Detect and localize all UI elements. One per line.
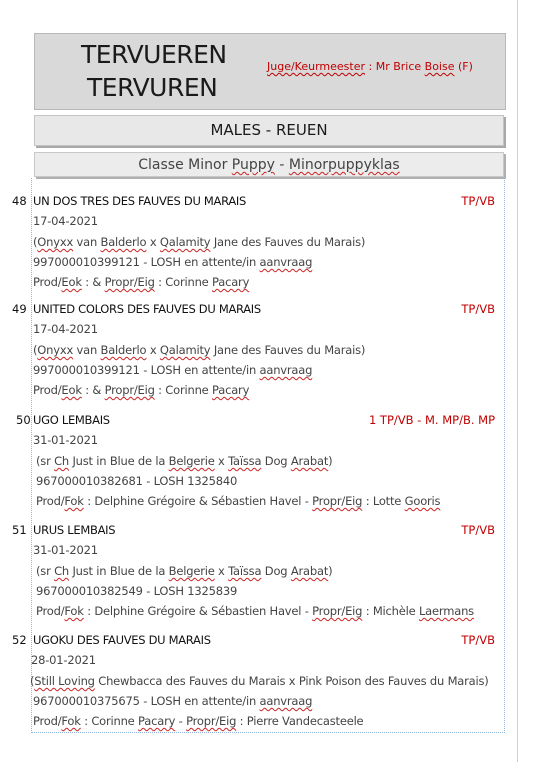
entry-number: 48 (12, 194, 27, 208)
pedigree-word: Onyxx (37, 343, 74, 357)
owner-label: Propr/Eig (104, 383, 155, 397)
owner-word: Laermans (418, 604, 474, 618)
breeder-text: Prod/ (33, 383, 62, 397)
entry-registration (36, 471, 237, 492)
pedigree-text: x (214, 454, 229, 468)
owner-text: : Corinne (154, 275, 213, 289)
breeder-word: Fok (64, 494, 84, 508)
entry-birthdate: 31-01-2021 (33, 433, 98, 447)
catalog-header (34, 33, 506, 110)
entry-birthdate: 17-04-2021 (33, 322, 98, 336)
owner-word: Pacary (212, 383, 250, 397)
pedigree-text: x (214, 564, 229, 578)
pedigree-open: ( (33, 235, 38, 249)
entry-birthdate: 31-01-2021 (33, 543, 98, 557)
class-title-word1: Puppy (231, 157, 275, 173)
breeder-text: : Delphine Grégoire & Sébastien Havel - (83, 604, 313, 618)
entry-breeder-owner (33, 272, 249, 293)
entry-number: 49 (12, 302, 27, 316)
breeder-text: : & (81, 275, 105, 289)
pedigree-text: x (146, 235, 160, 249)
breeder-word: Eok (61, 275, 82, 289)
pedigree-text: Just in Blue de la (68, 564, 169, 578)
pedigree-text: Jane des Fauves du Marais) (210, 343, 366, 357)
entry-result: TP/VB (461, 633, 495, 647)
entry-name: UGOKU DES FAUVES DU MARAIS (33, 633, 211, 647)
entry-birthdate: 28-01-2021 (31, 653, 96, 667)
pedigree-text: Chewbacca des Fauves du Marais x Pink Poison des Fauves du Marais) (94, 674, 489, 688)
entry-registration (33, 360, 312, 381)
owner-label: Propr/Eig (186, 714, 237, 728)
pedigree-word: Still Loving (34, 674, 95, 688)
breeder-text: Prod/ (33, 275, 62, 289)
entry-registration (33, 691, 312, 712)
judge-name-last: Boise (424, 60, 455, 73)
entry-name: UNITED COLORS DES FAUVES DU MARAIS (33, 302, 261, 316)
breeder-text: : & (81, 383, 105, 397)
entry-number: 51 (12, 523, 27, 537)
judge-country: (F) (454, 60, 473, 73)
owner-text: : Pierre Vandecasteele (236, 714, 364, 728)
pedigree-word: Balderlo (100, 235, 147, 249)
class-title (34, 152, 504, 177)
owner-text: - (175, 714, 187, 728)
entry-breeder-owner (36, 601, 474, 622)
breeder-word: Eok (61, 383, 82, 397)
pedigree-word: Arabat (290, 454, 329, 468)
breed-name-fr: TERVUEREN (81, 40, 227, 69)
pedigree-word: Belgerie (168, 454, 215, 468)
registration-word: aanvraag (259, 363, 313, 377)
pedigree-word: Balderlo (100, 343, 147, 357)
pedigree-word: Onyxx (37, 235, 74, 249)
registration-text: 967000010382681 - LOSH 1325840 (36, 474, 238, 488)
entry-registration (33, 252, 312, 273)
pedigree-close: ) (328, 454, 333, 468)
owner-label: Propr/Eig (312, 604, 363, 618)
pedigree-word: Qalamity (159, 343, 211, 357)
owner-text: : Michèle (362, 604, 419, 618)
pedigree-word: Taïssa (228, 564, 262, 578)
entry-result: TP/VB (461, 302, 495, 316)
page-margin-line (517, 0, 518, 762)
pedigree-word: Ch (54, 564, 69, 578)
breeder-text: Prod/ (36, 494, 65, 508)
breeder-text: : Delphine Grégoire & Sébastien Havel - (83, 494, 313, 508)
class-title-pre: Classe Minor (138, 157, 232, 173)
owner-word: Gooris (404, 494, 441, 508)
entry-registration (36, 581, 237, 602)
entry-breeder-owner (33, 380, 249, 401)
judge-name-first: Mr Brice (375, 60, 425, 73)
pedigree-text: Dog (261, 454, 291, 468)
entry-result: TP/VB (461, 523, 495, 537)
breeder-word: Fok (61, 714, 81, 728)
class-title-word2: Minorpuppyklas (288, 157, 400, 173)
breed-name-nl: TERVUREN (87, 73, 218, 102)
owner-text: : Corinne (154, 383, 213, 397)
pedigree-close: ) (328, 564, 333, 578)
registration-text: 997000010399121 - LOSH en attente/in (33, 255, 260, 269)
entry-pedigree (33, 232, 365, 253)
judge-label: Juge/Keurmeester (267, 60, 365, 73)
pedigree-open: (sr (36, 454, 55, 468)
entry-name: URUS LEMBAIS (33, 523, 116, 537)
pedigree-text: van (73, 235, 101, 249)
pedigree-text: Dog (261, 564, 291, 578)
entry-pedigree (36, 561, 332, 582)
pedigree-word: Belgerie (168, 564, 215, 578)
entry-name: UN DOS TRES DES FAUVES DU MARAIS (33, 194, 246, 208)
pedigree-word: Ch (54, 454, 69, 468)
entry-breeder-owner (36, 491, 440, 512)
section-title: MALES - REUEN (34, 115, 504, 146)
pedigree-text: Jane des Fauves du Marais) (210, 235, 366, 249)
entry-breeder-owner (33, 711, 363, 732)
pedigree-text: x (146, 343, 160, 357)
pedigree-text: Just in Blue de la (68, 454, 169, 468)
breeder-text: Prod/ (33, 714, 62, 728)
registration-text: 967000010375675 - LOSH en attente/in (33, 694, 260, 708)
entry-birthdate: 17-04-2021 (33, 214, 98, 228)
breeder-text: : Corinne (80, 714, 139, 728)
pedigree-word: Qalamity (159, 235, 211, 249)
class-title-sep: - (274, 157, 289, 173)
entry-pedigree (30, 671, 489, 692)
registration-word: aanvraag (259, 694, 313, 708)
pedigree-open: ( (33, 343, 38, 357)
owner-word: Pacary (212, 275, 250, 289)
judge-separator: : (365, 60, 376, 73)
owner-label: Propr/Eig (312, 494, 363, 508)
entry-result: TP/VB (461, 194, 495, 208)
pedigree-open: (sr (36, 564, 55, 578)
entry-pedigree (36, 451, 332, 472)
owner-text: : Lotte (362, 494, 405, 508)
pedigree-open: ( (30, 674, 35, 688)
breeder-word: Fok (64, 604, 84, 618)
breeder-word: Pacary (138, 714, 176, 728)
registration-text: 967000010382549 - LOSH 1325839 (36, 584, 238, 598)
breeder-text: Prod/ (36, 604, 65, 618)
entry-result: 1 TP/VB - M. MP/B. MP (368, 413, 495, 427)
entry-pedigree (33, 340, 365, 361)
owner-label: Propr/Eig (104, 275, 155, 289)
judge-line (267, 60, 473, 73)
entry-number: 50 (16, 413, 31, 427)
entry-number: 52 (12, 633, 27, 647)
entry-name: UGO LEMBAIS (33, 413, 110, 427)
pedigree-word: Arabat (290, 564, 329, 578)
pedigree-text: van (73, 343, 101, 357)
registration-text: 997000010399121 - LOSH en attente/in (33, 363, 260, 377)
pedigree-word: Taïssa (228, 454, 262, 468)
registration-word: aanvraag (259, 255, 313, 269)
